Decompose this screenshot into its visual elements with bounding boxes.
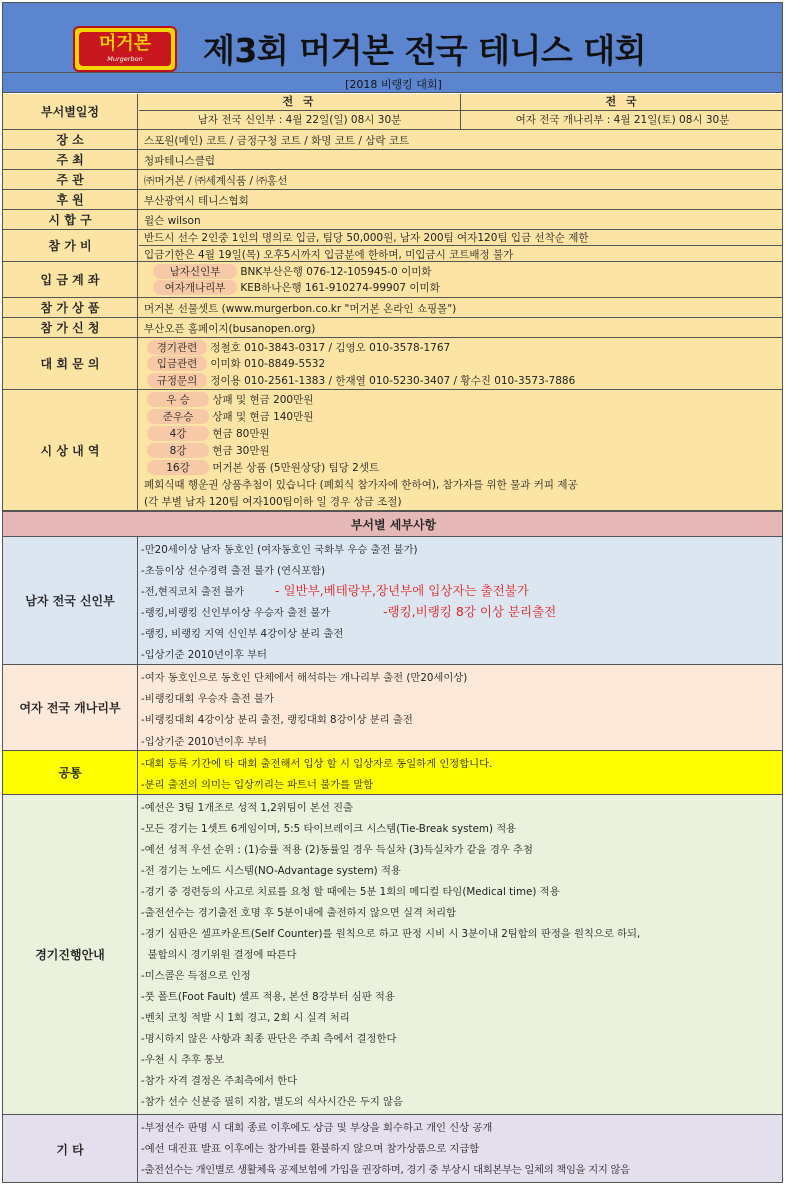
fee-label: 참 가 비 <box>3 230 138 261</box>
guide-item: -풋 폴트(Foot Fault) 셀프 적용, 본선 8강부터 심판 적용 <box>141 991 395 1003</box>
prize-text: 상패 및 현금 140만원 <box>212 411 314 423</box>
guide-item: -명시하지 않은 사항과 최종 판단은 주최 측에서 결정한다 <box>141 1033 397 1045</box>
account-tag: 여자개나리부 <box>153 280 237 295</box>
host-row <box>3 150 783 170</box>
account-row <box>3 262 783 298</box>
ball-value: 윌슨 wilson <box>144 215 201 227</box>
account-text: BNK부산은행 076-12-105945-0 이미화 <box>240 266 432 278</box>
prize-text: 현금 30만원 <box>212 445 270 457</box>
inquiry-label: 대 회 문 의 <box>3 338 138 389</box>
subtitle: [2018 비랭킹 대회] <box>345 78 442 91</box>
etc-label: 기 타 <box>3 1115 138 1183</box>
guide-section <box>3 795 783 1115</box>
logo-sub: Murgerbon <box>107 55 143 63</box>
guide-item: -모든 경기는 1셋트 6게임이며, 5:5 타이브레이크 시스템(Tie-Break system) 적용 <box>141 823 517 835</box>
inquiry-row <box>3 338 783 390</box>
inquiry-text: 정철호 010-3843-0317 / 김영오 010-3578-1767 <box>210 342 451 354</box>
prize-text: 현금 80만원 <box>212 428 270 440</box>
organizer-value: ㈜머거본 / ㈜세계식품 / ㈜홍선 <box>144 175 288 187</box>
etc-section <box>3 1115 783 1183</box>
gift-row <box>3 298 783 318</box>
schedule-row <box>3 94 783 130</box>
account-tag: 남자신인부 <box>153 264 237 279</box>
men-item: -입상기준 2010년이후 부터 <box>141 649 267 661</box>
prize-text: 상패 및 현금 200만원 <box>212 394 314 406</box>
prizes-row <box>3 390 783 511</box>
women-item: -여자 동호인으로 동호인 단체에서 해석하는 개나리부 출전 (만20세이상) <box>141 672 468 684</box>
men-label: 남자 전국 신인부 <box>3 537 138 664</box>
prize-tag: 준우승 <box>147 409 209 424</box>
header <box>3 3 783 73</box>
inquiry-item <box>147 373 575 388</box>
common-label: 공통 <box>3 751 138 794</box>
etc-item: -출전선수는 개인별로 생활체육 공제보험에 가입을 권장하며, 경기 중 부상시 대회본부는 일체의 책임을 지지 않음 <box>141 1164 630 1176</box>
men-red-note-2: -랭킹,비랭킹 8강 이상 분리출전 <box>383 604 557 619</box>
prize-note-1: 폐회식때 행운권 상품추첨이 있습니다 (폐회식 참가자에 한하여), 참가자를 위한 물과 커피 제공 <box>144 479 578 491</box>
prize-tag: 4강 <box>147 426 209 441</box>
women-section <box>3 665 783 751</box>
sponsor-row <box>3 190 783 210</box>
venue-value: 스포원(메인) 코트 / 금정구청 코트 / 화명 코트 / 삼락 코트 <box>144 135 410 147</box>
men-item: -랭킹,비랭킹 신인부이상 우승자 출전 불가 <box>141 607 331 619</box>
schedule-women-detail: 여자 전국 개나리부 : 4월 21일(토) 08시 30분 <box>515 114 730 126</box>
host-value: 청파테니스클럽 <box>144 155 216 167</box>
schedule-women-head: 전 국 <box>461 94 783 111</box>
ball-row <box>3 210 783 230</box>
apply-label: 참 가 신 청 <box>3 318 138 337</box>
men-section <box>3 537 783 665</box>
sponsor-label: 후 원 <box>3 190 138 209</box>
organizer-label: 주 관 <box>3 170 138 189</box>
guide-item: -우천 시 추후 통보 <box>141 1054 225 1066</box>
common-item: -대회 등록 기간에 타 대회 출전해서 입상 할 시 입상자로 동일하게 인정합니다. <box>141 758 493 770</box>
men-item: -만20세이상 남자 동호인 (여자동호인 국화부 우승 출전 불가) <box>141 544 418 556</box>
host-label: 주 최 <box>3 150 138 169</box>
prize-item <box>147 460 379 475</box>
inquiry-item <box>147 356 325 371</box>
account-item <box>153 280 440 295</box>
guide-item: -미스콜은 득점으로 인정 <box>141 970 251 982</box>
etc-item: -예선 대진표 발표 이후에는 참가비를 환불하지 않으며 참가상품으로 지급함 <box>141 1143 480 1155</box>
inquiry-tag: 경기관련 <box>147 340 207 355</box>
prize-note-2: (각 부별 남자 120팀 여자100팀이하 일 경우 상금 조절) <box>144 496 402 508</box>
fee-row <box>3 230 783 262</box>
guide-item: -참가 선수 신분증 필히 지참, 별도의 식사시간은 두지 않음 <box>141 1096 403 1108</box>
guide-item: -예선 성적 우선 순위 : (1)승률 적용 (2)동률일 경우 득실차 (3)득실차가 같을 경우 추첨 <box>141 844 533 856</box>
venue-row <box>3 130 783 150</box>
organizer-row <box>3 170 783 190</box>
apply-row <box>3 318 783 338</box>
common-item: -분리 출전의 의미는 입상끼리는 파트너 불가를 말함 <box>141 779 374 791</box>
prize-text: 머거본 상품 (5만원상당) 팀당 2셋트 <box>212 462 380 474</box>
prize-item <box>147 426 270 441</box>
etc-item: -부정선수 판명 시 대회 종료 이후에도 상금 및 부상을 회수하고 개인 신상 공개 <box>141 1122 493 1134</box>
prize-item <box>147 409 313 424</box>
women-item: -비랭킹대회 우승자 출전 불가 <box>141 693 274 705</box>
inquiry-text: 정이용 010-2561-1383 / 한재열 010-5230-3407 / 황수진 010-3573-7886 <box>210 375 576 387</box>
guide-item: -경기 심판은 셀프카운트(Self Counter)를 원칙으로 하고 판정 시비 시 3분이내 2팀합의 판정을 원칙으로 하되, <box>141 928 641 940</box>
men-item: -랭킹, 비랭킹 지역 신인부 4강이상 분리 출전 <box>141 628 344 640</box>
guide-item: -경기 중 경련등의 사고로 치료를 요청 할 때에는 5분 1회의 메디컬 타임(Medical time) 적용 <box>141 886 560 898</box>
apply-value: 부산오픈 홈페이지(busanopen.org) <box>144 323 316 335</box>
schedule-label: 부서별일정 <box>3 94 138 129</box>
guide-item: -출전선수는 경기출전 호명 후 5분이내에 출전하지 않으면 실격 처리함 <box>141 907 456 919</box>
guide-item: -전 경기는 노에드 시스템(NO-Advantage system) 적용 <box>141 865 401 877</box>
men-red-note-1: - 일반부,베테랑부,장년부에 입상자는 출전불가 <box>275 583 529 598</box>
inquiry-item <box>147 340 450 355</box>
sponsor-value: 부산광역시 테니스협회 <box>144 195 249 207</box>
inquiry-tag: 입금관련 <box>147 356 207 371</box>
logo-text: 머거본 <box>98 33 152 54</box>
guide-item: -참가 자격 결정은 주최측에서 한다 <box>141 1075 298 1087</box>
guide-item: 불합의시 경기위원 결정에 따른다 <box>141 949 297 961</box>
ball-label: 시 합 구 <box>3 210 138 229</box>
gift-label: 참 가 상 품 <box>3 298 138 317</box>
prize-tag: 16강 <box>147 460 209 475</box>
guide-item: -예선은 3팀 1개조로 성적 1,2위팀이 본선 진출 <box>141 802 353 814</box>
women-label: 여자 전국 개나리부 <box>3 665 138 750</box>
schedule-men-detail: 남자 전국 신인부 : 4월 22일(일) 08시 30분 <box>139 111 461 129</box>
prize-tag: 우 승 <box>147 392 209 407</box>
account-text: KEB하나은행 161-910274-99907 이미화 <box>240 282 440 294</box>
women-item: -입상기준 2010년이후 부터 <box>141 736 267 748</box>
venue-label: 장 소 <box>3 130 138 149</box>
inquiry-text: 이미화 010-8849-5532 <box>210 358 326 370</box>
account-label: 입 금 계 좌 <box>3 262 138 297</box>
fee-line-2: 입금기한은 4월 19일(목) 오후5시까지 입금분에 한하며, 미입금시 코트배정 불가 <box>144 249 514 261</box>
men-item: -초등이상 선수경력 출전 불가 (연식포함) <box>141 565 325 577</box>
gift-value: 머거본 선물셋트 (www.murgerbon.co.kr "머거본 온라인 쇼핑몰") <box>144 303 457 315</box>
schedule-men-head: 전 국 <box>139 94 461 111</box>
guide-item: -벤치 코칭 적발 시 1회 경고, 2회 시 실격 처리 <box>141 1012 350 1024</box>
section-title: 부서별 세부사항 <box>3 511 783 537</box>
prize-item <box>147 443 270 458</box>
tournament-notice <box>2 2 783 1183</box>
men-item: -전,현직코치 출전 불가 <box>141 586 245 598</box>
fee-line-1: 반드시 선수 2인중 1인의 명의로 입금, 팀당 50,000원, 남자 200팀 여자120팀 입금 선착순 제한 <box>144 232 589 244</box>
guide-label: 경기진행안내 <box>3 795 138 1114</box>
inquiry-tag: 규정문의 <box>147 373 207 388</box>
account-item <box>153 264 432 279</box>
common-section <box>3 751 783 795</box>
page-title: 제3회 머거본 전국 테니스 대회 <box>203 31 646 70</box>
prize-item <box>147 392 313 407</box>
prize-tag: 8강 <box>147 443 209 458</box>
prizes-label: 시 상 내 역 <box>3 390 138 510</box>
subtitle-bar <box>3 73 783 93</box>
brand-logo <box>73 26 177 72</box>
women-item: -비랭킹대회 4강이상 분리 출전, 랭킹대회 8강이상 분리 출전 <box>141 714 413 726</box>
